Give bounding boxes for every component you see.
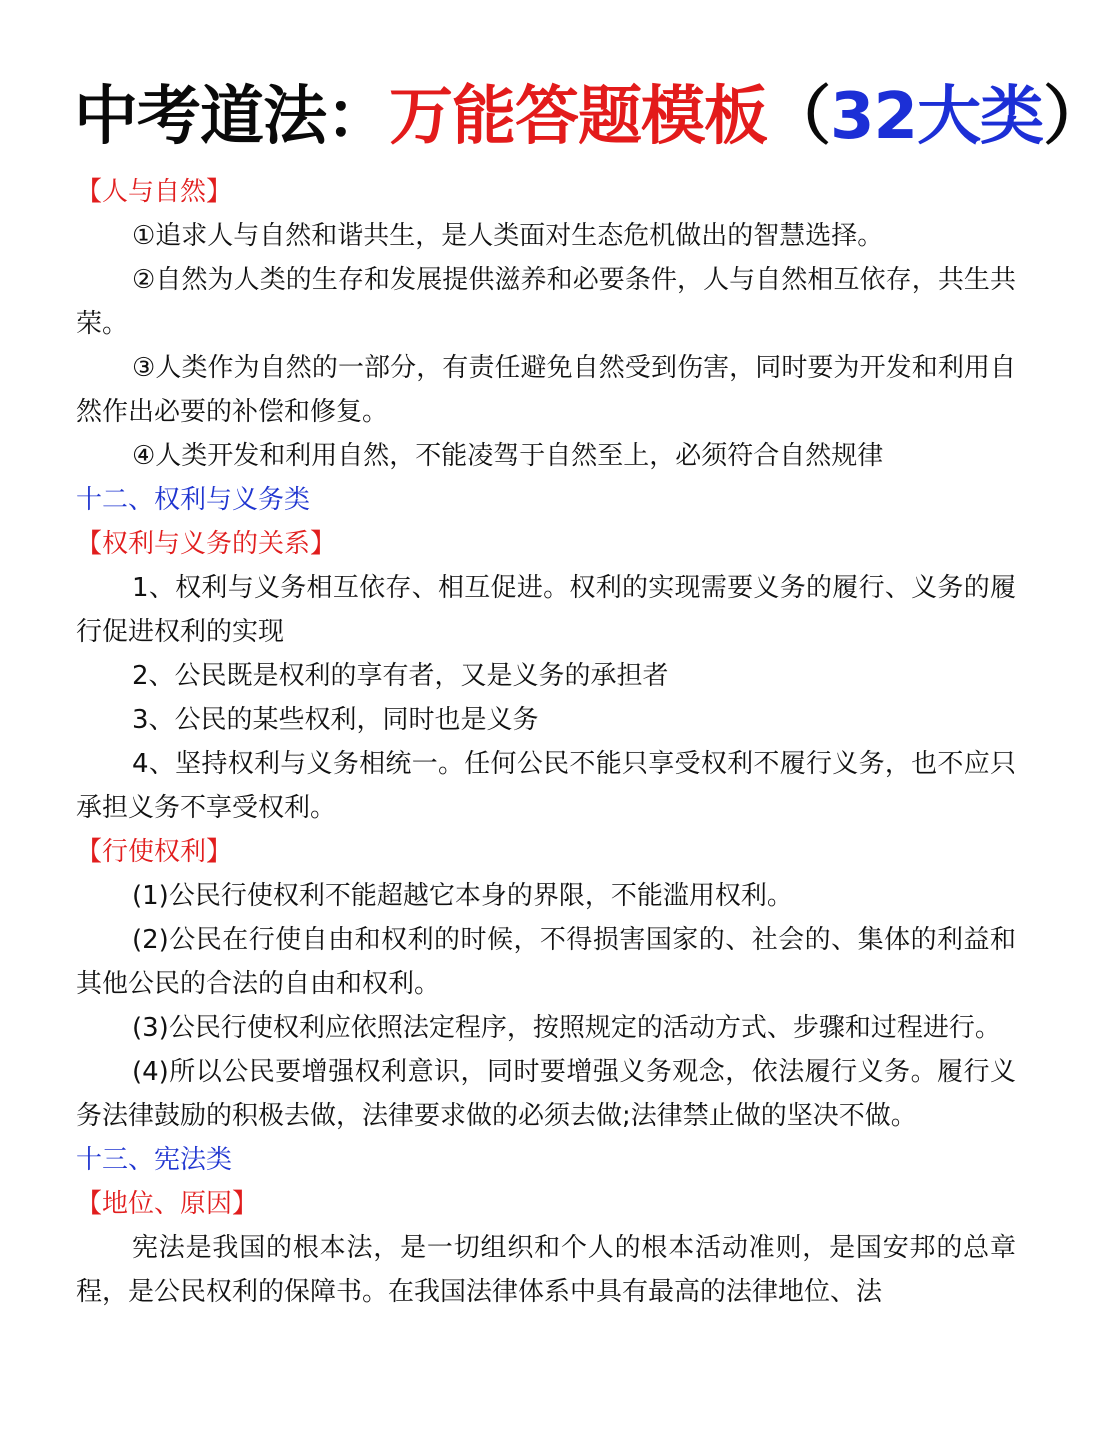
subheading-status-reason: 【地位、原因】 bbox=[76, 1189, 259, 1219]
title-paren-close: ） bbox=[1043, 80, 1106, 154]
page-title bbox=[74, 72, 1106, 164]
title-highlight: 万能答题模板 bbox=[389, 80, 767, 154]
paragraph: 2、公民既是权利的享有者，又是义务的承担者 bbox=[132, 661, 669, 691]
section-heading-constitution: 十三、宪法类 bbox=[76, 1145, 233, 1175]
paragraph: (1)公民行使权利不能超越它本身的界限，不能滥用权利。 bbox=[132, 881, 793, 911]
paragraph: 1、权利与义务相互依存、相互促进。权利的实现需要义务的履行、义务的履行促进权利的实现 bbox=[76, 573, 1016, 647]
title-paren-open: （ bbox=[767, 80, 830, 154]
subheading-exercise-rights: 【行使权利】 bbox=[76, 837, 233, 867]
paragraph: 4、坚持权利与义务相统一。任何公民不能只享受权利不履行义务，也不应只承担义务不享受权利。 bbox=[76, 749, 1016, 823]
paragraph: ④人类开发和利用自然，不能凌驾于自然至上，必须符合自然规律 bbox=[132, 441, 884, 471]
section-heading-rights-duties: 十二、权利与义务类 bbox=[76, 485, 311, 515]
paragraph: (2)公民在行使自由和权利的时候，不得损害国家的、社会的、集体的利益和其他公民的合法的自由和权利。 bbox=[76, 925, 1016, 999]
paragraph: 宪法是我国的根本法，是一切组织和个人的根本活动准则，是国安邦的总章程，是公民权利的保障书。在我国法律体系中具有最高的法律地位、法 bbox=[76, 1233, 1016, 1307]
title-prefix: 中考道法： bbox=[74, 80, 389, 154]
paragraph: 3、公民的某些权利，同时也是义务 bbox=[132, 705, 539, 735]
title-category-count: 32大类 bbox=[830, 80, 1044, 154]
subheading-nature: 【人与自然】 bbox=[76, 177, 233, 207]
paragraph: ②自然为人类的生存和发展提供滋养和必要条件，人与自然相互依存，共生共荣。 bbox=[76, 265, 1016, 339]
paragraph: (3)公民行使权利应依照法定程序，按照规定的活动方式、步骤和过程进行。 bbox=[132, 1013, 1001, 1043]
document-page bbox=[74, 72, 1106, 1314]
paragraph: (4)所以公民要增强权利意识，同时要增强义务观念，依法履行义务。履行义务法律鼓励的积极去做，法律要求做的必须去做;法律禁止做的坚决不做。 bbox=[76, 1057, 1016, 1131]
paragraph: ③人类作为自然的一部分，有责任避免自然受到伤害，同时要为开发和利用自然作出必要的补偿和修复。 bbox=[76, 353, 1016, 427]
document-body bbox=[76, 170, 1016, 1314]
subheading-relationship: 【权利与义务的关系】 bbox=[76, 529, 337, 559]
paragraph: ①追求人与自然和谐共生，是人类面对生态危机做出的智慧选择。 bbox=[132, 221, 884, 251]
